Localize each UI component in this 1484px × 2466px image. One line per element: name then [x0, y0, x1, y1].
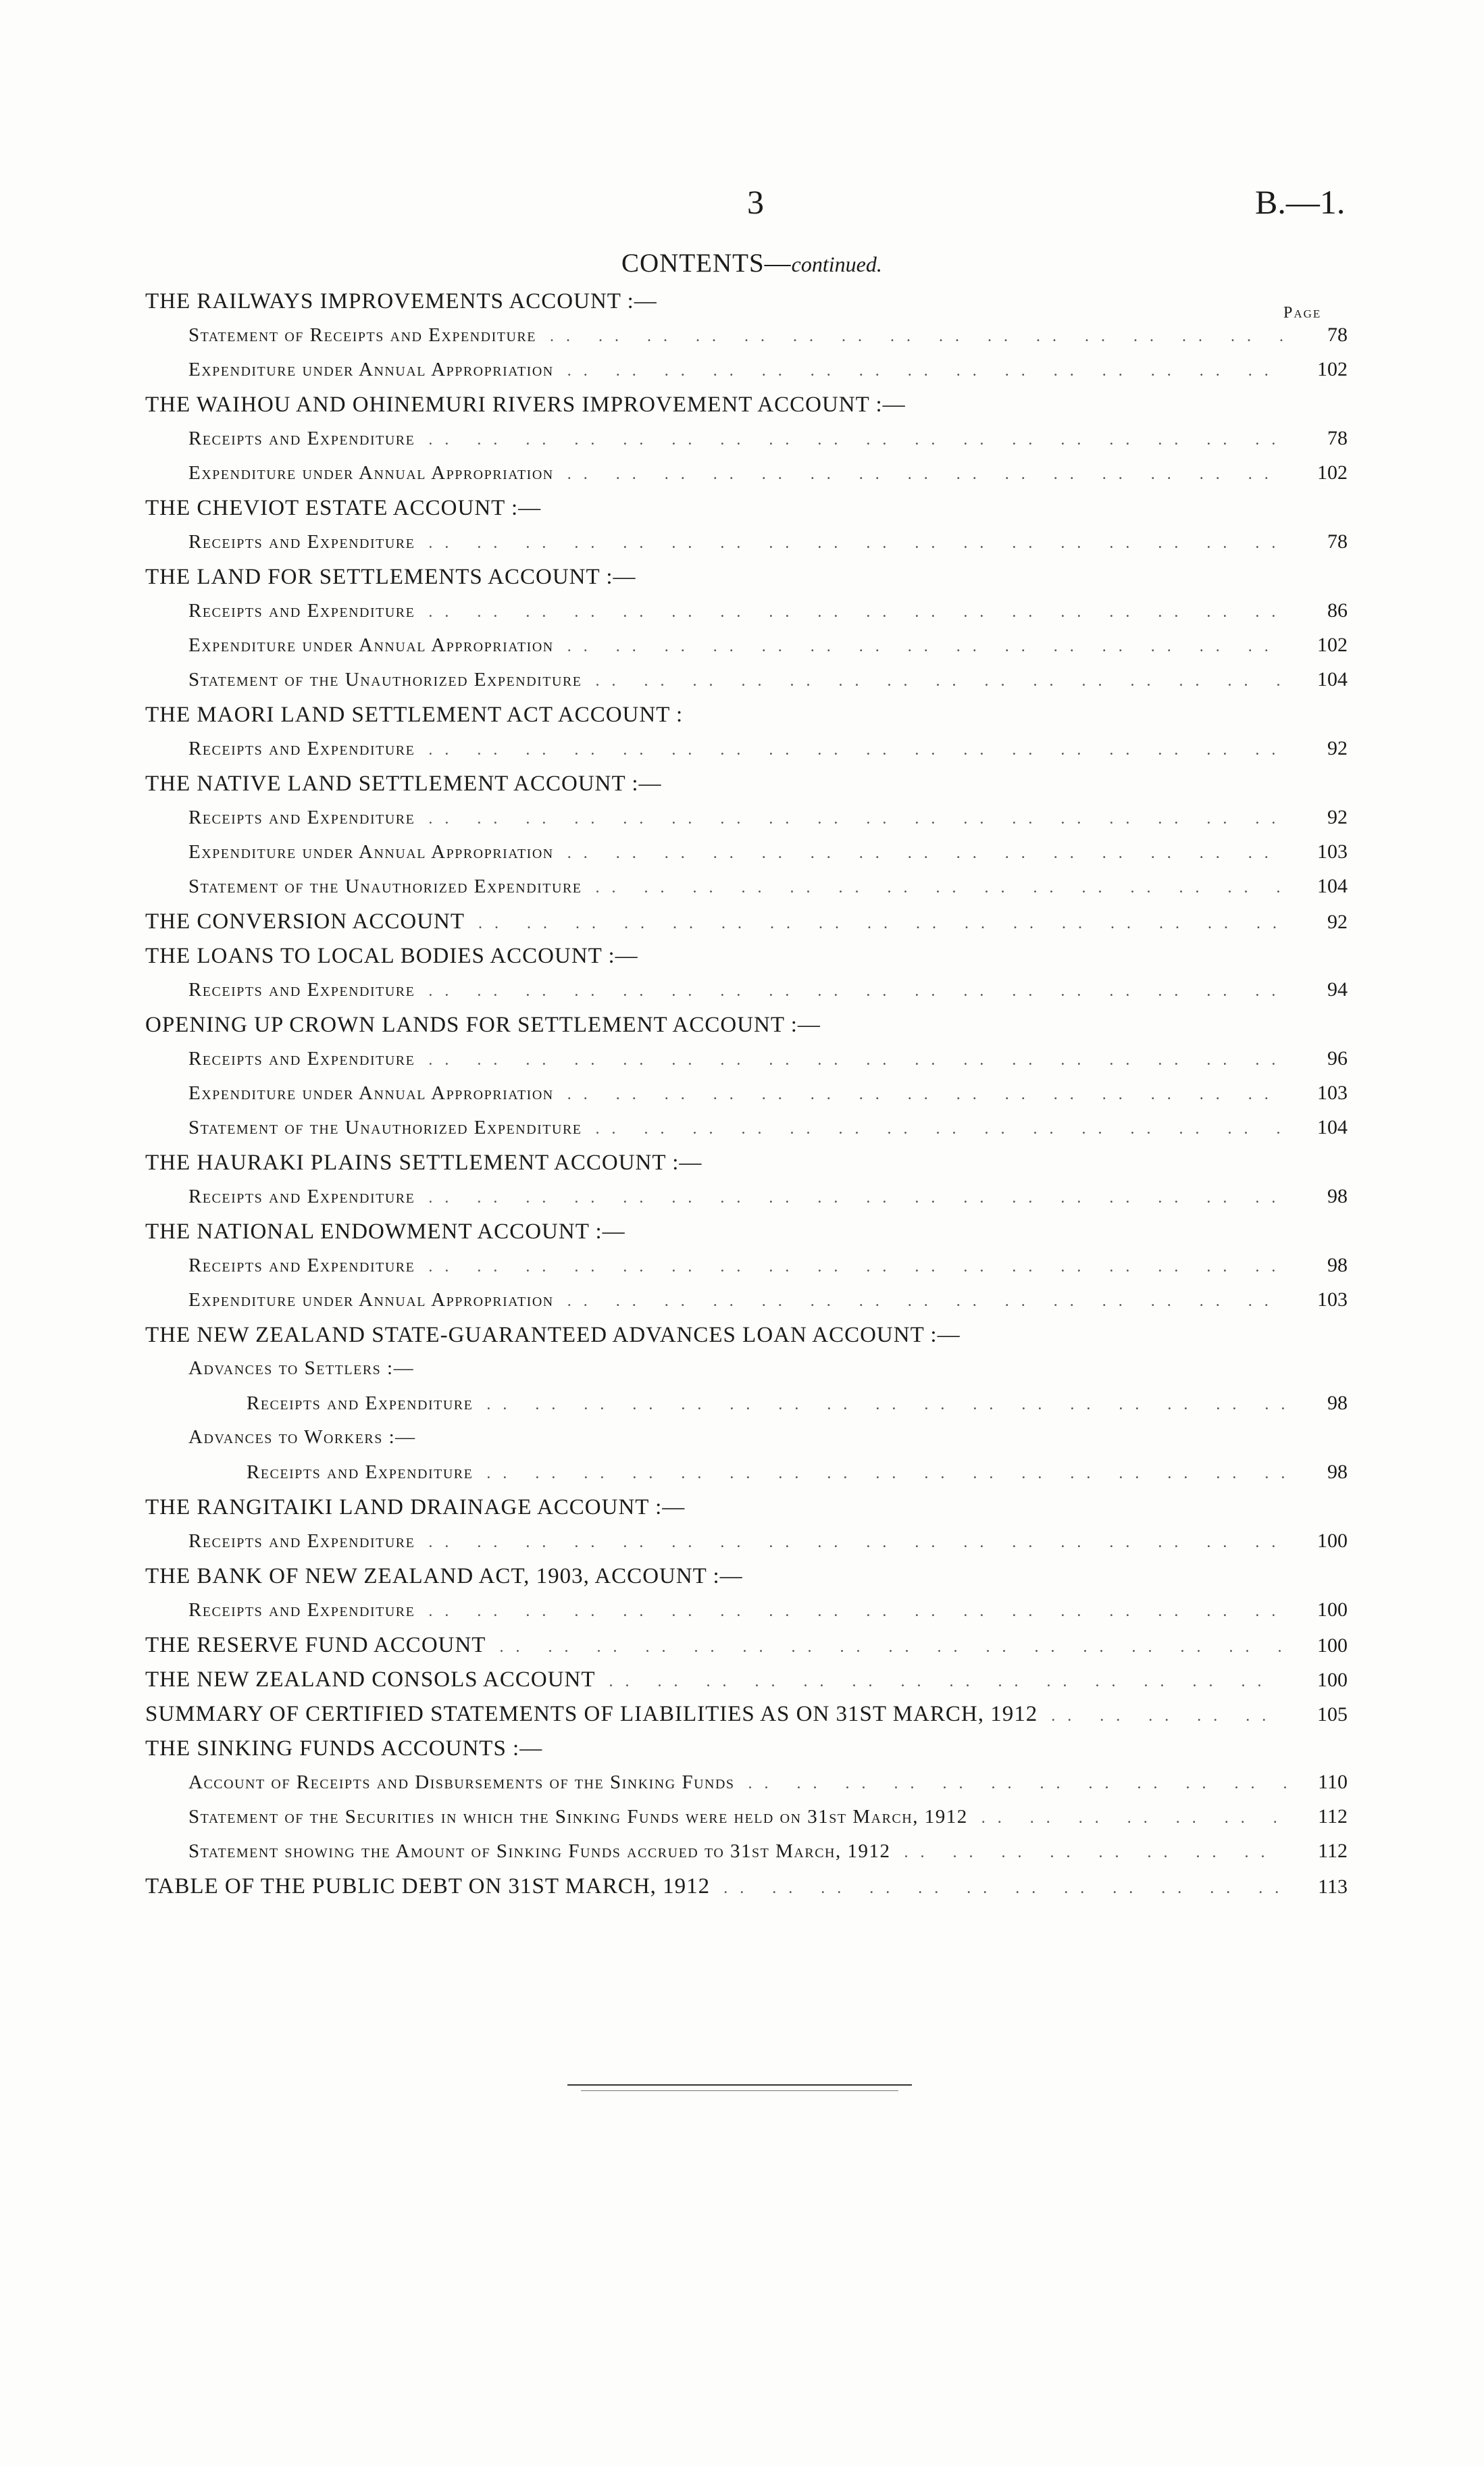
contents-section — [145, 703, 1348, 737]
leader-dots — [465, 915, 1287, 933]
entry-title: Advances to Settlers :— — [188, 1357, 415, 1379]
leader-dots — [968, 1809, 1287, 1828]
leader-dots — [710, 1880, 1287, 1898]
entry-title: Receipts and Expenditure — [188, 1599, 415, 1621]
leader-dots — [415, 741, 1287, 759]
entry-page: 92 — [1327, 806, 1348, 828]
contents-entry — [145, 875, 1348, 909]
entry-title: SUMMARY OF CERTIFIED STATEMENTS OF LIABILITIES AS ON 31ST MARCH, 1912 — [145, 1702, 1038, 1726]
contents-entry — [145, 1082, 1348, 1116]
leader-dots — [890, 1844, 1287, 1862]
leader-dots — [582, 879, 1287, 897]
entry-title: THE RANGITAIKI LAND DRAINAGE ACCOUNT :— — [145, 1495, 686, 1519]
contents-entry — [145, 1357, 1348, 1392]
contents-entry — [145, 1426, 1348, 1461]
entry-page: 78 — [1327, 427, 1348, 449]
contents-entry — [145, 530, 1348, 565]
leader-dots — [415, 1051, 1287, 1070]
entry-page: 103 — [1317, 840, 1348, 863]
entry-title: Receipts and Expenditure — [188, 428, 415, 449]
leader-dots — [554, 845, 1287, 863]
contents-entry — [145, 737, 1348, 772]
entry-page: 86 — [1327, 599, 1348, 622]
entry-title: TABLE OF THE PUBLIC DEBT ON 31ST MARCH, 1912 — [145, 1874, 711, 1898]
leader-dots — [415, 1534, 1287, 1552]
contents-list — [145, 289, 1348, 1909]
contents-entry — [145, 358, 1348, 393]
leader-dots — [473, 1465, 1287, 1483]
entry-title: Receipts and Expenditure — [247, 1392, 474, 1414]
leader-dots — [486, 1638, 1287, 1657]
contents-entry — [145, 1771, 1348, 1805]
contents-section — [145, 565, 1348, 599]
entry-title: THE LAND FOR SETTLEMENTS ACCOUNT :— — [145, 565, 636, 589]
entry-title: Expenditure under Annual Appropriation — [188, 462, 554, 484]
leader-dots — [415, 431, 1287, 449]
leader-dots — [473, 1396, 1287, 1414]
entry-page: 100 — [1317, 1634, 1348, 1657]
entry-title: THE BANK OF NEW ZEALAND ACT, 1903, ACCOUNT :— — [145, 1564, 743, 1588]
contents-entry — [145, 1116, 1348, 1151]
entry-page: 78 — [1327, 530, 1348, 553]
contents-entry — [145, 461, 1348, 496]
entry-title: OPENING UP CROWN LANDS FOR SETTLEMENT ACCOUNT :— — [145, 1013, 821, 1037]
contents-section — [145, 289, 1348, 324]
contents-heading — [621, 248, 882, 278]
entry-title: THE RAILWAYS IMPROVEMENTS ACCOUNT :— — [145, 289, 657, 313]
entry-page: 104 — [1317, 875, 1348, 897]
entry-page: 110 — [1318, 1771, 1348, 1793]
entry-page: 92 — [1327, 911, 1348, 933]
leader-dots — [415, 810, 1287, 828]
entry-title: Expenditure under Annual Appropriation — [188, 1082, 554, 1104]
contents-section — [145, 1564, 1348, 1599]
entry-page: 100 — [1317, 1669, 1348, 1691]
entry-title: THE SINKING FUNDS ACCOUNTS :— — [145, 1736, 543, 1761]
contents-entry — [145, 1185, 1348, 1219]
entry-title: THE NATIONAL ENDOWMENT ACCOUNT :— — [145, 1219, 625, 1244]
leader-dots — [554, 638, 1287, 656]
entry-title: THE LOANS TO LOCAL BODIES ACCOUNT :— — [145, 944, 638, 968]
entry-page: 96 — [1327, 1047, 1348, 1070]
entry-page: 112 — [1318, 1840, 1348, 1862]
entry-title: Receipts and Expenditure — [188, 807, 415, 828]
contents-entry — [145, 427, 1348, 461]
entry-title: Expenditure under Annual Appropriation — [188, 841, 554, 863]
entry-title: Statement of the Unauthorized Expenditure — [188, 669, 582, 690]
contents-title: CONTENTS— — [621, 249, 792, 278]
entry-page: 102 — [1317, 634, 1348, 656]
contents-entry — [145, 1599, 1348, 1633]
entry-page: 100 — [1317, 1530, 1348, 1552]
contents-entry — [145, 324, 1348, 358]
contents-section — [145, 772, 1348, 806]
entry-page: 92 — [1327, 737, 1348, 759]
entry-title: Receipts and Expenditure — [188, 738, 415, 759]
contents-entry — [145, 634, 1348, 668]
contents-entry — [145, 1805, 1348, 1840]
entry-title: Statement of the Unauthorized Expenditure — [188, 1117, 582, 1138]
leader-dots — [554, 1292, 1287, 1311]
entry-page: 105 — [1317, 1703, 1348, 1726]
contents-entry — [145, 840, 1348, 875]
contents-section — [145, 1874, 1348, 1909]
contents-section — [145, 1702, 1348, 1736]
closing-rule — [567, 2084, 912, 2086]
entry-title: THE NATIVE LAND SETTLEMENT ACCOUNT :— — [145, 772, 662, 796]
entry-page: 113 — [1318, 1876, 1348, 1898]
entry-title: Receipts and Expenditure — [188, 1186, 415, 1207]
leader-dots — [554, 465, 1287, 484]
entry-title: Receipts and Expenditure — [188, 979, 415, 1001]
entry-title: THE NEW ZEALAND STATE-GUARANTEED ADVANCES LOAN ACCOUNT :— — [145, 1323, 961, 1347]
entry-title: Expenditure under Annual Appropriation — [188, 634, 554, 656]
entry-page: 94 — [1327, 978, 1348, 1001]
entry-title: Receipts and Expenditure — [188, 600, 415, 622]
leader-dots — [415, 982, 1287, 1001]
closing-rule-thin — [581, 2090, 898, 2091]
entry-title: Statement showing the Amount of Sinking Funds accrued to 31st March, 1912 — [188, 1840, 891, 1862]
leader-dots — [415, 1603, 1287, 1621]
contents-section — [145, 909, 1348, 944]
contents-entry — [145, 1461, 1348, 1495]
leader-dots — [536, 328, 1287, 346]
leader-dots — [415, 1189, 1287, 1207]
leader-dots — [582, 672, 1287, 690]
entry-title: Account of Receipts and Disbursements of the Sinking Funds — [188, 1771, 735, 1793]
contents-entry — [145, 599, 1348, 634]
entry-title: Expenditure under Annual Appropriation — [188, 359, 554, 380]
leader-dots — [415, 603, 1287, 622]
leader-dots — [735, 1775, 1287, 1793]
leader-dots — [415, 1258, 1287, 1276]
contents-entry — [145, 978, 1348, 1013]
leader-dots — [554, 1086, 1287, 1104]
contents-section — [145, 1667, 1348, 1702]
contents-section — [145, 393, 1348, 427]
contents-entry — [145, 668, 1348, 703]
leader-dots — [554, 362, 1287, 380]
leader-dots — [1038, 1707, 1287, 1726]
entry-page: 100 — [1317, 1599, 1348, 1621]
contents-continued: continued. — [791, 252, 882, 276]
entry-title: Statement of the Securities in which the Sinking Funds were held on 31st March, 1912 — [188, 1806, 968, 1828]
contents-entry — [145, 806, 1348, 840]
entry-page: 103 — [1317, 1288, 1348, 1311]
contents-section — [145, 1219, 1348, 1254]
entry-page: 98 — [1327, 1392, 1348, 1414]
contents-entry — [145, 1530, 1348, 1564]
contents-section — [145, 1151, 1348, 1185]
entry-page: 98 — [1327, 1185, 1348, 1207]
entry-title: Receipts and Expenditure — [247, 1461, 474, 1483]
entry-title: THE CONVERSION ACCOUNT — [145, 909, 465, 934]
entry-title: THE RESERVE FUND ACCOUNT — [145, 1633, 486, 1657]
contents-section — [145, 1495, 1348, 1530]
contents-section — [145, 1013, 1348, 1047]
contents-entry — [145, 1392, 1348, 1426]
entry-title: Advances to Workers :— — [188, 1426, 416, 1448]
contents-section — [145, 1736, 1348, 1771]
page-number: 3 — [747, 183, 764, 221]
entry-page: 102 — [1317, 461, 1348, 484]
entry-page: 104 — [1317, 668, 1348, 690]
entry-title: Statement of Receipts and Expenditure — [188, 324, 536, 346]
contents-section — [145, 1323, 1348, 1357]
contents-section — [145, 496, 1348, 530]
entry-page: 98 — [1327, 1461, 1348, 1483]
leader-dots — [582, 1120, 1287, 1138]
entry-title: Receipts and Expenditure — [188, 1530, 415, 1552]
contents-section — [145, 944, 1348, 978]
entry-page: 112 — [1318, 1805, 1348, 1828]
entry-title: THE WAIHOU AND OHINEMURI RIVERS IMPROVEMENT ACCOUNT :— — [145, 393, 906, 417]
entry-title: Statement of the Unauthorized Expenditure — [188, 876, 582, 897]
entry-title: THE MAORI LAND SETTLEMENT ACT ACCOUNT : — [145, 703, 684, 727]
document-code: B.—1. — [1255, 183, 1346, 221]
leader-dots — [596, 1673, 1287, 1691]
contents-entry — [145, 1288, 1348, 1323]
entry-title: Receipts and Expenditure — [188, 1255, 415, 1276]
contents-entry — [145, 1254, 1348, 1288]
entry-page: 98 — [1327, 1254, 1348, 1276]
entry-title: THE HAURAKI PLAINS SETTLEMENT ACCOUNT :— — [145, 1151, 702, 1175]
entry-page: 104 — [1317, 1116, 1348, 1138]
entry-page: 102 — [1317, 358, 1348, 380]
entry-title: Receipts and Expenditure — [188, 531, 415, 553]
page-column-label: Page — [1283, 304, 1322, 322]
entry-title: THE NEW ZEALAND CONSOLS ACCOUNT — [145, 1667, 596, 1692]
contents-entry — [145, 1047, 1348, 1082]
contents-entry — [145, 1840, 1348, 1874]
entry-page: 103 — [1317, 1082, 1348, 1104]
entry-title: THE CHEVIOT ESTATE ACCOUNT :— — [145, 496, 542, 520]
entry-title: Receipts and Expenditure — [188, 1048, 415, 1070]
entry-page: 78 — [1327, 324, 1348, 346]
contents-section — [145, 1633, 1348, 1667]
leader-dots — [415, 534, 1287, 553]
entry-title: Expenditure under Annual Appropriation — [188, 1289, 554, 1311]
